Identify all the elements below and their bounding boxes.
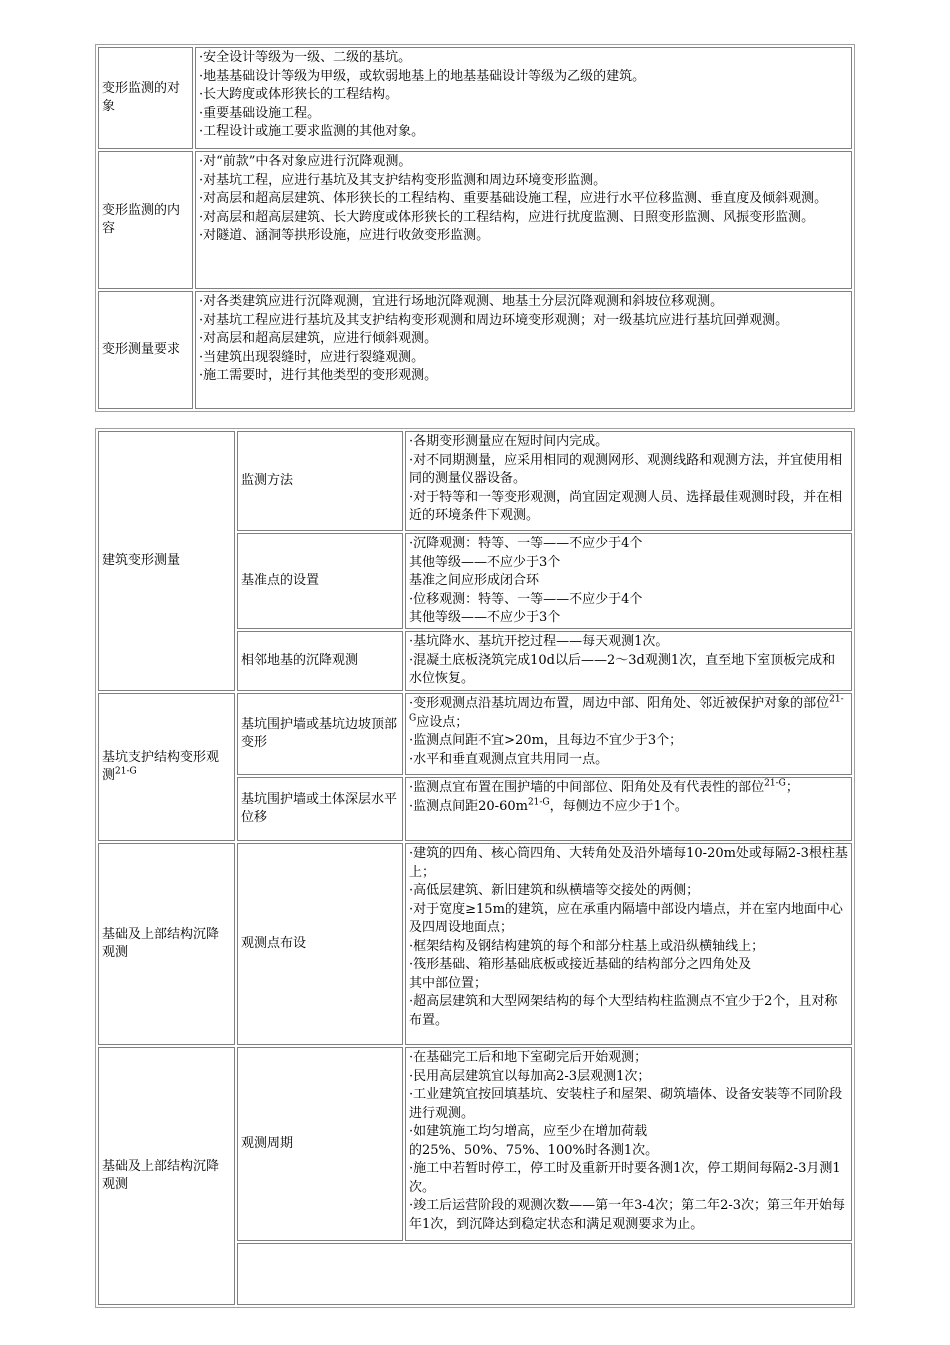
content-line: ·施工中若暂时停工，停工时及重新开时要各测1次，停工期间每隔2-3月测1次。 [409, 1161, 841, 1195]
content-line: ·沉降观测：特等、一等——不应少于4个 [409, 536, 643, 551]
content-line: ·高低层建筑、新旧建筑和纵横墙等交接处的两侧； [409, 883, 700, 898]
sub-label: 观测周期 [237, 1047, 403, 1241]
content-line: 其他等级——不应少于3个 [409, 554, 561, 570]
group-label-text: 基坑支护结构变形观测 [102, 749, 220, 783]
content-line: ·工程设计或施工要求监测的其他对象。 [199, 124, 425, 139]
row-label: 变形测量要求 [98, 291, 193, 409]
table-row [98, 431, 852, 531]
content-line: ·对不同期测量，应采用相同的观测网形、观测线路和观测方法，并宜使用相同的测量仪器设备。 [409, 452, 843, 486]
content-line: ·位移观测：特等、一等——不应少于4个 [409, 591, 643, 607]
content-line: ·长大跨度或体形狭长的工程结构。 [199, 87, 399, 102]
table-row [98, 1047, 852, 1241]
sub-label: 监测方法 [237, 431, 403, 531]
content-line: ·建筑的四角、核心筒四角、大转角处及沿外墙每10-20m处或每隔2-3根柱基上； [409, 846, 848, 880]
content-line: ·筏形基础、箱形基础底板或接近基础的结构部分之四角处及 [409, 957, 752, 972]
content-line: 基准之间应形成闭合环 [409, 573, 540, 588]
table-row [98, 151, 852, 289]
content-line: ·混凝土底板浇筑完成10d以后——2～3d观测1次，直至地下室顶板完成和水位恢复。 [409, 652, 836, 686]
table-row [98, 291, 852, 409]
group-label: 基础及上部结构沉降观测 [98, 843, 235, 1045]
sub-content [405, 1047, 852, 1241]
sub-content [405, 693, 852, 775]
content-line: ·对隧道、涵洞等拱形设施，应进行收敛变形监测。 [199, 228, 490, 243]
sub-label: 观测点布设 [237, 843, 403, 1045]
content-line: ·民用高层建筑宜以每加高2-3层观测1次； [409, 1068, 651, 1084]
content-line: ·在基础完工后和地下室砌完后开始观测； [409, 1050, 648, 1065]
content-line [409, 798, 848, 817]
content-line: ·安全设计等级为一级、二级的基坑。 [199, 50, 412, 65]
content-line-text: ，每侧边不应少于1个。 [549, 798, 688, 814]
deformation-measurement-table [95, 428, 855, 1308]
content-line: ·监测点间距不宜>20m，且每边不宜少于3个； [409, 733, 683, 748]
sub-content [405, 843, 852, 1045]
content-line: ·地基基础设计等级为甲级，或软弱地基上的地基基础设计等级为乙级的建筑。 [199, 68, 646, 84]
content-line: ·对基坑工程应进行基坑及其支护结构变形观测和周边环境变形观测；对一级基坑应进行基坑回弹观测。 [199, 312, 789, 328]
reference-mark: 21-G [115, 766, 137, 777]
table-row [98, 843, 852, 1045]
content-line: ·框架结构及钢结构建筑的每个和部分柱基上或沿纵横轴线上； [409, 938, 765, 954]
monitoring-overview-table [95, 44, 855, 412]
reference-mark: 21-G [764, 778, 786, 789]
content-line: ·水平和垂直观测点宜共用同一点。 [409, 751, 609, 767]
content-line: ·对各类建筑应进行沉降观测，宜进行场地沉降观测、地基土分层沉降观测和斜坡位移观测。 [199, 294, 724, 309]
group-label: 基础及上部结构沉降观测 [98, 1047, 235, 1305]
group-label: 建筑变形测量 [98, 431, 235, 691]
sub-content [405, 431, 852, 531]
content-line: ·如建筑施工均匀增高，应至少在增加荷载 [409, 1124, 648, 1139]
content-line: ·对高层和超高层建筑、体形狭长的工程结构、重要基础设施工程，应进行水平位移监测、垂直度及倾斜观测。 [199, 191, 828, 206]
sub-content [405, 631, 852, 691]
content-line: 的25%、50%、75%、100%时各测1次。 [409, 1142, 659, 1158]
content-line: ·对高层和超高层建筑，应进行倾斜观测。 [199, 331, 438, 346]
group-label [98, 693, 235, 841]
table-row [98, 693, 852, 775]
sub-label: 基准点的设置 [237, 533, 403, 629]
content-line: ·超高层建筑和大型网架结构的每个大型结构柱监测点不宜少于2个，且对称布置。 [409, 994, 838, 1028]
row-label: 变形监测的内容 [98, 151, 193, 289]
content-line-text: ； [785, 780, 799, 795]
content-line: ·对“前款”中各对象应进行沉降观测。 [199, 154, 412, 169]
content-line: ·对高层和超高层建筑、长大跨度或体形狭长的工程结构，应进行扰度监测、日照变形监测、风振变形监测。 [199, 209, 815, 225]
reference-mark: 21-G [527, 797, 550, 808]
content-line: 其他等级——不应少于3个 [409, 610, 561, 625]
table-row [98, 47, 852, 149]
content-line: ·对于特等和一等变形观测，尚宜固定观测人员、选择最佳观测时段，并在相近的环境条件下观测。 [409, 489, 843, 523]
content-line: ·对于宽度≥15m的建筑，应在承重内隔墙中部设内墙点，并在室内地面中心及四周设地面点； [409, 901, 843, 935]
row-content [195, 151, 852, 289]
content-line: 其中部位置； [409, 975, 488, 991]
content-line: ·对基坑工程，应进行基坑及其支护结构变形监测和周边环境变形监测。 [199, 172, 607, 188]
content-line-text: ·监测点间距20-60m [409, 798, 528, 814]
content-line [409, 695, 848, 732]
content-line: ·施工需要时，进行其他类型的变形观测。 [199, 368, 438, 383]
content-line: ·重要基础设施工程。 [199, 105, 321, 121]
sub-content [405, 777, 852, 841]
row-content [195, 291, 852, 409]
sub-label: 基坑围护墙或基坑边坡顶部变形 [237, 693, 403, 775]
content-line [409, 779, 848, 798]
content-line: ·当建筑出现裂缝时，应进行裂缝观测。 [199, 349, 425, 365]
reference-mark: 21-G [409, 694, 844, 724]
content-line-text: ·变形观测点沿基坑周边布置，周边中部、阳角处、邻近被保护对象的部位 [409, 696, 830, 711]
row-content [195, 47, 852, 149]
content-line: ·工业建筑宜按回填基坑、安装柱子和屋架、砌筑墙体、设备安装等不同阶段进行观测。 [409, 1087, 843, 1121]
content-line-text: 应设点； [416, 714, 469, 730]
content-line-text: ·监测点宜布置在围护墙的中间部位、阳角处及有代表性的部位 [409, 780, 765, 795]
content-line: ·各期变形测量应在短时间内完成。 [409, 434, 609, 449]
sub-label: 基坑围护墙或土体深层水平位移 [237, 777, 403, 841]
content-line: ·基坑降水、基坑开挖过程——每天观测1次。 [409, 634, 669, 649]
content-line: ·竣工后运营阶段的观测次数——第一年3-4次；第二年2-3次；第三年开始每年1次，到沉降达到稳定状态和满足观测要求为止。 [409, 1198, 846, 1232]
row-label: 变形监测的对象 [98, 47, 193, 149]
sub-content [405, 533, 852, 629]
empty-cell [237, 1243, 852, 1305]
sub-label: 相邻地基的沉降观测 [237, 631, 403, 691]
